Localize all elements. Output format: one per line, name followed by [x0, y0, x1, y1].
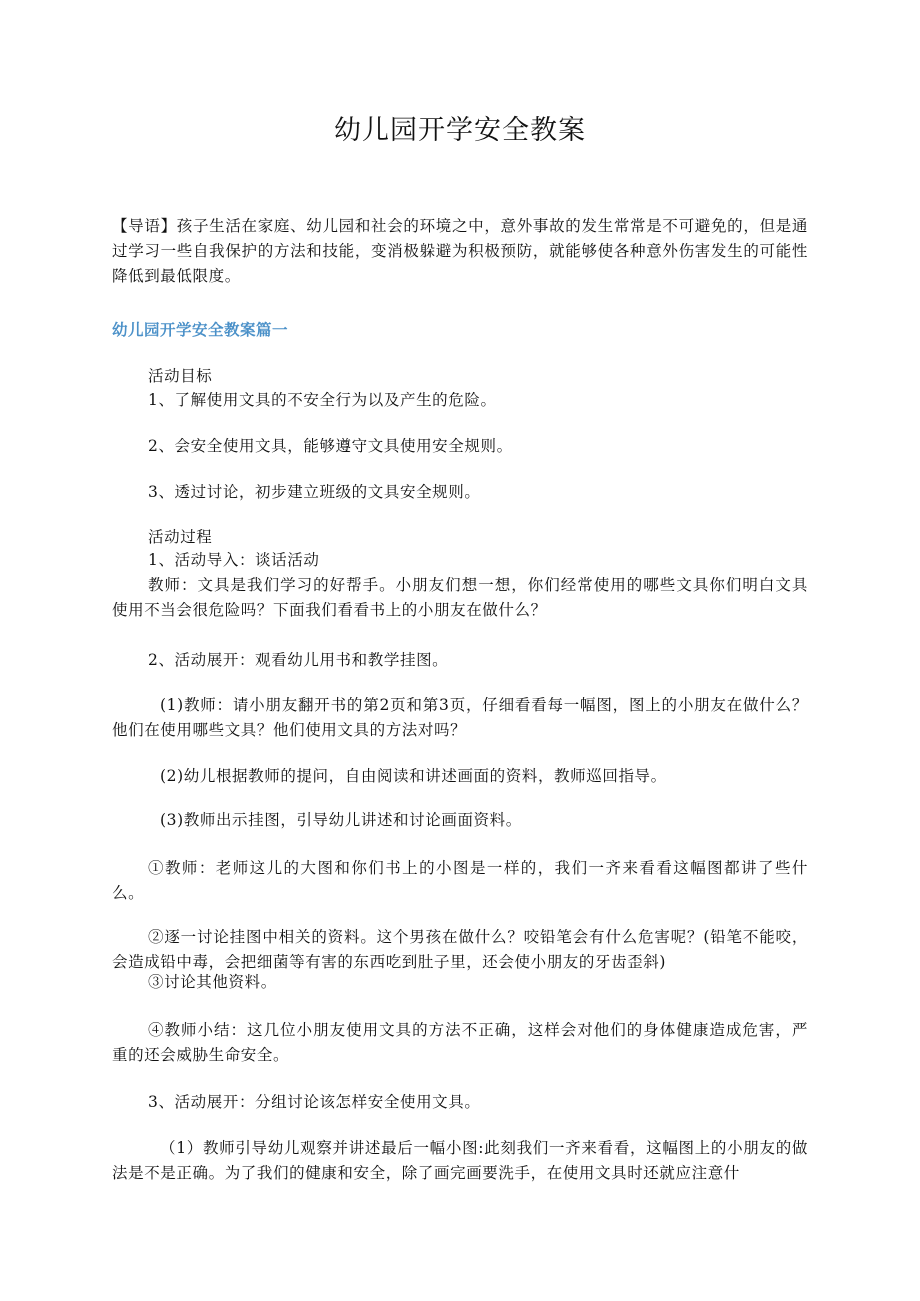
section-heading: 幼儿园开学安全教案篇一 [112, 321, 289, 339]
step-paragraph: (3)教师出示挂图，引导幼儿讲述和讨论画面资料。 [160, 811, 522, 829]
circle-paragraph: ④教师小结：这几位小朋友使用文具的方法不正确，这样会对他们的身体健康造成危害，严重的还会威胁生命安全。 [112, 1021, 808, 1064]
goal-item: 2、会安全使用文具，能够遵守文具使用安全规则。 [148, 437, 513, 455]
step-paragraph: 教师：文具是我们学习的好帮手。小朋友们想一想，你们经常使用的哪些文具你们明白文具使用不当会很危险吗？下面我们看看书上的小朋友在做什么？ [112, 576, 808, 619]
step-paragraph: (1)教师：请小朋友翻开书的第2页和第3页，仔细看看每一幅图，图上的小朋友在做什么？他们在使用哪些文具？他们使用文具的方法对吗？ [112, 696, 808, 739]
circle-paragraph: ①教师：老师这儿的大图和你们书上的小图是一样的，我们一齐来看看这幅图都讲了些什么。 [112, 859, 808, 902]
intro-paragraph: 【导语】孩子生活在家庭、幼儿园和社会的环境之中，意外事故的发生常常是不可避免的，但是通过学习一些自我保护的方法和技能，变消极躲避为积极预防，就能够使各种意外伤害发生的可能性降低到最低限度。 [112, 217, 808, 285]
goal-item: 3、透过讨论，初步建立班级的文具安全规则。 [148, 483, 481, 501]
circle-paragraph: ③讨论其他资料。 [148, 973, 277, 991]
step-paragraph: （1）教师引导幼儿观察并讲述最后一幅小图:此刻我们一齐来看看，这幅图上的小朋友的做法是不是正确。为了我们的健康和安全，除了画完画要洗手，在使用文具时还就应注意什 [112, 1139, 808, 1182]
process-label: 活动过程 [148, 528, 213, 546]
step-paragraph: (2)幼儿根据教师的提问，自由阅读和讲述画面的资料，教师巡回指导。 [160, 767, 667, 785]
document-title: 幼儿园开学安全教案 [334, 115, 586, 146]
step-heading: 1、活动导入：谈话活动 [148, 551, 320, 569]
step-heading: 2、活动展开：观看幼儿用书和教学挂图。 [148, 651, 449, 669]
step-heading: 3、活动展开：分组讨论该怎样安全使用文具。 [148, 1093, 481, 1111]
circle-paragraph: ②逐一讨论挂图中相关的资料。这个男孩在做什么？咬铅笔会有什么危害呢？(铅笔不能咬，会造成铅中毒，会把细菌等有害的东西吃到肚子里，还会使小朋友的牙齿歪斜) [112, 928, 808, 971]
goal-item: 1、了解使用文具的不安全行为以及产生的危险。 [148, 391, 497, 409]
goals-label: 活动目标 [148, 367, 213, 385]
